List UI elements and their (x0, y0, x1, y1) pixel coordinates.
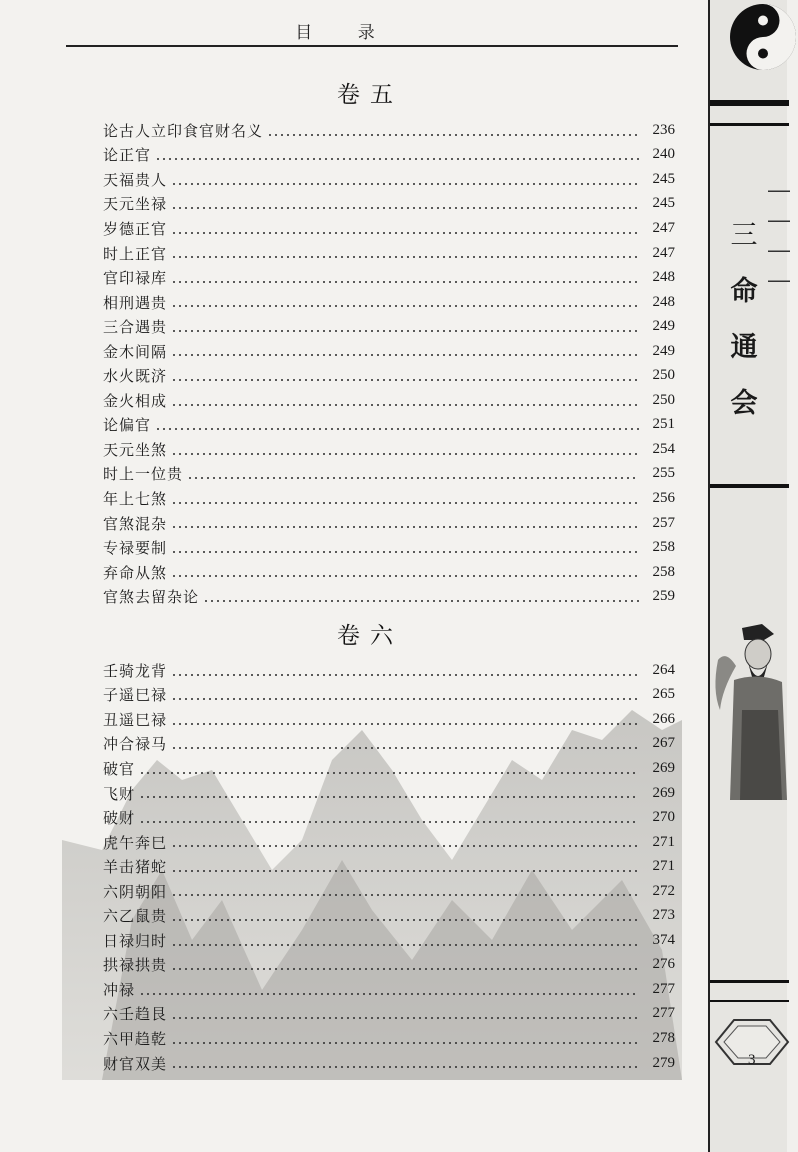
toc-entry (103, 1026, 675, 1051)
toc-entry-title: 专禄要制 (103, 539, 168, 558)
toc-entry-page: 250 (652, 391, 675, 408)
toc-entry-title: 论偏官 (103, 416, 152, 435)
toc-entry-page: 258 (652, 539, 675, 556)
toc-entry-title: 六甲趋乾 (103, 1029, 168, 1048)
toc-entry-page: 265 (652, 686, 675, 703)
toc-entry-page: 249 (652, 318, 675, 335)
toc-entry-page: 273 (652, 907, 675, 924)
toc-entry-title: 财官双美 (103, 1054, 168, 1073)
toc-entry-page: 266 (652, 710, 675, 727)
toc-entry (103, 683, 675, 708)
toc-leader-dots (171, 330, 639, 332)
toc-leader-dots (171, 870, 639, 872)
toc-entry-title: 破官 (103, 759, 136, 778)
toc-entry (103, 143, 675, 168)
toc-entry (103, 584, 675, 609)
toc-entry-page: 245 (652, 170, 675, 187)
toc-entry (103, 118, 675, 143)
toc-entry (103, 486, 675, 511)
book-title-char: 命 (730, 276, 758, 307)
toc-leader-dots (171, 256, 639, 258)
toc-leader-dots (155, 428, 639, 430)
toc-entry (103, 953, 675, 978)
toc-entry-title: 冲禄 (103, 980, 136, 999)
sidebar-band (710, 123, 789, 126)
toc-entry-title: 年上七煞 (103, 489, 168, 508)
toc-leader-dots (171, 1042, 639, 1044)
toc-leader-dots (171, 183, 639, 185)
toc-entry-page: 272 (652, 882, 675, 899)
toc-leader-dots (171, 674, 639, 676)
toc-entry-title: 论古人立印食官财名义 (103, 121, 264, 140)
toc-leader-dots (171, 526, 639, 528)
toc-entry-title: 六乙鼠贵 (103, 907, 168, 926)
toc-entry (103, 290, 675, 315)
toc-entry (103, 437, 675, 462)
toc-entry (103, 192, 675, 217)
toc-entry (103, 756, 675, 781)
toc-entry-page: 251 (652, 416, 675, 433)
toc-entry (103, 805, 675, 830)
toc-entry-page: 279 (652, 1054, 675, 1071)
toc-entry (103, 928, 675, 953)
toc-leader-dots (171, 1017, 639, 1019)
running-header: 目 录 (295, 23, 395, 43)
toc-entry (103, 977, 675, 1002)
toc-leader-dots (203, 600, 639, 602)
toc-leader-dots (155, 158, 639, 160)
toc-entry-title: 金火相成 (103, 391, 168, 410)
toc-entry-title: 羊击猪蛇 (103, 858, 168, 877)
toc-entry-title: 水火既济 (103, 367, 168, 386)
toc-leader-dots (171, 453, 639, 455)
official-figure-illustration (712, 620, 787, 805)
toc-entry-page: 271 (652, 833, 675, 850)
toc-leader-dots (171, 1066, 639, 1068)
header-rule (66, 45, 678, 47)
toc-entry-title: 六阴朝阳 (103, 882, 168, 901)
toc-entry-title: 破财 (103, 809, 136, 828)
toc-entry-page: 267 (652, 735, 675, 752)
toc-entry-title: 弃命从煞 (103, 563, 168, 582)
toc-entry (103, 903, 675, 928)
toc-entry (103, 413, 675, 438)
toc-entry-title: 岁德正官 (103, 219, 168, 238)
toc-entry-title: 天福贵人 (103, 170, 168, 189)
sidebar-partial-text: ― ― ― ― (768, 178, 790, 293)
toc-leader-dots (171, 723, 639, 725)
toc-entry-page: 248 (652, 293, 675, 310)
toc-leader-dots (139, 821, 639, 823)
toc-entry (103, 658, 675, 683)
book-title (724, 208, 764, 432)
toc-entry-page: 247 (652, 219, 675, 236)
toc-leader-dots (171, 919, 639, 921)
toc-entry-page: 256 (652, 489, 675, 506)
toc-entry-title: 飞财 (103, 784, 136, 803)
toc-entry-title: 壬骑龙背 (103, 661, 168, 680)
toc-leader-dots (139, 993, 639, 995)
book-title-char: 通 (730, 332, 758, 363)
toc-entry (103, 511, 675, 536)
toc-entry-title: 冲合禄马 (103, 735, 168, 754)
toc-entry-page: 236 (652, 121, 675, 138)
toc-leader-dots (171, 305, 639, 307)
toc-entry (103, 1051, 675, 1076)
toc-entry-title: 三合遇贵 (103, 318, 168, 337)
page-number: 3 (748, 1052, 756, 1068)
toc-entry-page: 276 (652, 956, 675, 973)
toc-entry-title: 拱禄拱贵 (103, 956, 168, 975)
toc-leader-dots (171, 575, 639, 577)
book-title-char: 会 (730, 388, 758, 419)
toc-leader-dots (171, 354, 639, 356)
toc-entry-page: 277 (652, 980, 675, 997)
toc-entry (103, 879, 675, 904)
toc-entry-title: 六壬趋艮 (103, 1005, 168, 1024)
toc-leader-dots (139, 796, 639, 798)
toc-entry-title: 天元坐禄 (103, 195, 168, 214)
toc-entry-title: 虎午奔巳 (103, 833, 168, 852)
toc-entry-title: 官煞去留杂论 (103, 588, 200, 607)
toc-entry (103, 314, 675, 339)
toc-entry (103, 830, 675, 855)
toc-entry-page: 245 (652, 195, 675, 212)
toc-entry-title: 天元坐煞 (103, 440, 168, 459)
toc-entry (103, 363, 675, 388)
toc-entry-page: 254 (652, 440, 675, 457)
toc-entry-title: 丑遥巳禄 (103, 710, 168, 729)
toc-entry-page: 264 (652, 661, 675, 678)
sidebar-band (710, 980, 789, 983)
toc-entry (103, 1002, 675, 1027)
sidebar-band (710, 484, 789, 488)
toc-leader-dots (267, 134, 639, 136)
toc-leader-dots (171, 894, 639, 896)
toc-entry-page: 259 (652, 588, 675, 605)
decorative-sidebar (708, 0, 790, 1152)
toc-entry-page: 247 (652, 244, 675, 261)
toc-entry-title: 金木间隔 (103, 342, 168, 361)
toc-leader-dots (171, 845, 639, 847)
toc-entry (103, 241, 675, 266)
toc-entry-page: 250 (652, 367, 675, 384)
sidebar-band (710, 1000, 789, 1002)
toc-entry (103, 535, 675, 560)
toc-leader-dots (171, 404, 639, 406)
toc-entry-page: 271 (652, 858, 675, 875)
toc-list-juan6 (103, 658, 675, 1075)
toc-entry (103, 167, 675, 192)
toc-entry-page: 270 (652, 809, 675, 826)
toc-entry-page: 257 (652, 514, 675, 531)
toc-entry-page: 249 (652, 342, 675, 359)
toc-leader-dots (139, 772, 639, 774)
toc-entry-title: 官印禄库 (103, 269, 168, 288)
toc-entry-page: 374 (652, 931, 675, 948)
toc-leader-dots (171, 968, 639, 970)
toc-entry (103, 707, 675, 732)
toc-leader-dots (171, 207, 639, 209)
toc-leader-dots (171, 232, 639, 234)
section-heading-juan6: 卷六 (337, 623, 403, 649)
toc-leader-dots (171, 379, 639, 381)
book-title-char: 三 (730, 220, 758, 251)
toc-entry-title: 相刑遇贵 (103, 293, 168, 312)
toc-entry-title: 官煞混杂 (103, 514, 168, 533)
toc-entry (103, 781, 675, 806)
toc-entry (103, 339, 675, 364)
toc-entry-page: 277 (652, 1005, 675, 1022)
toc-entry-title: 日禄归时 (103, 931, 168, 950)
toc-entry-title: 时上一位贵 (103, 465, 184, 484)
toc-entry-page: 248 (652, 269, 675, 286)
toc-entry-page: 278 (652, 1029, 675, 1046)
toc-entry (103, 388, 675, 413)
toc-entry (103, 216, 675, 241)
toc-entry (103, 854, 675, 879)
sidebar-band (710, 100, 789, 106)
toc-leader-dots (171, 281, 639, 283)
toc-leader-dots (171, 747, 639, 749)
toc-leader-dots (171, 551, 639, 553)
toc-entry-page: 269 (652, 759, 675, 776)
toc-entry-title: 论正官 (103, 146, 152, 165)
toc-entry (103, 732, 675, 757)
toc-entry (103, 265, 675, 290)
toc-entry (103, 560, 675, 585)
toc-entry-title: 子遥巳禄 (103, 686, 168, 705)
toc-leader-dots (171, 698, 639, 700)
toc-entry (103, 462, 675, 487)
section-heading-juan5: 卷五 (337, 82, 403, 108)
toc-entry-page: 255 (652, 465, 675, 482)
toc-leader-dots (171, 944, 639, 946)
toc-leader-dots (187, 477, 639, 479)
toc-entry-page: 269 (652, 784, 675, 801)
toc-list-juan5 (103, 118, 675, 609)
toc-leader-dots (171, 502, 639, 504)
toc-entry-page: 240 (652, 146, 675, 163)
toc-entry-page: 258 (652, 563, 675, 580)
toc-entry-title: 时上正官 (103, 244, 168, 263)
yin-yang-icon (728, 2, 798, 72)
